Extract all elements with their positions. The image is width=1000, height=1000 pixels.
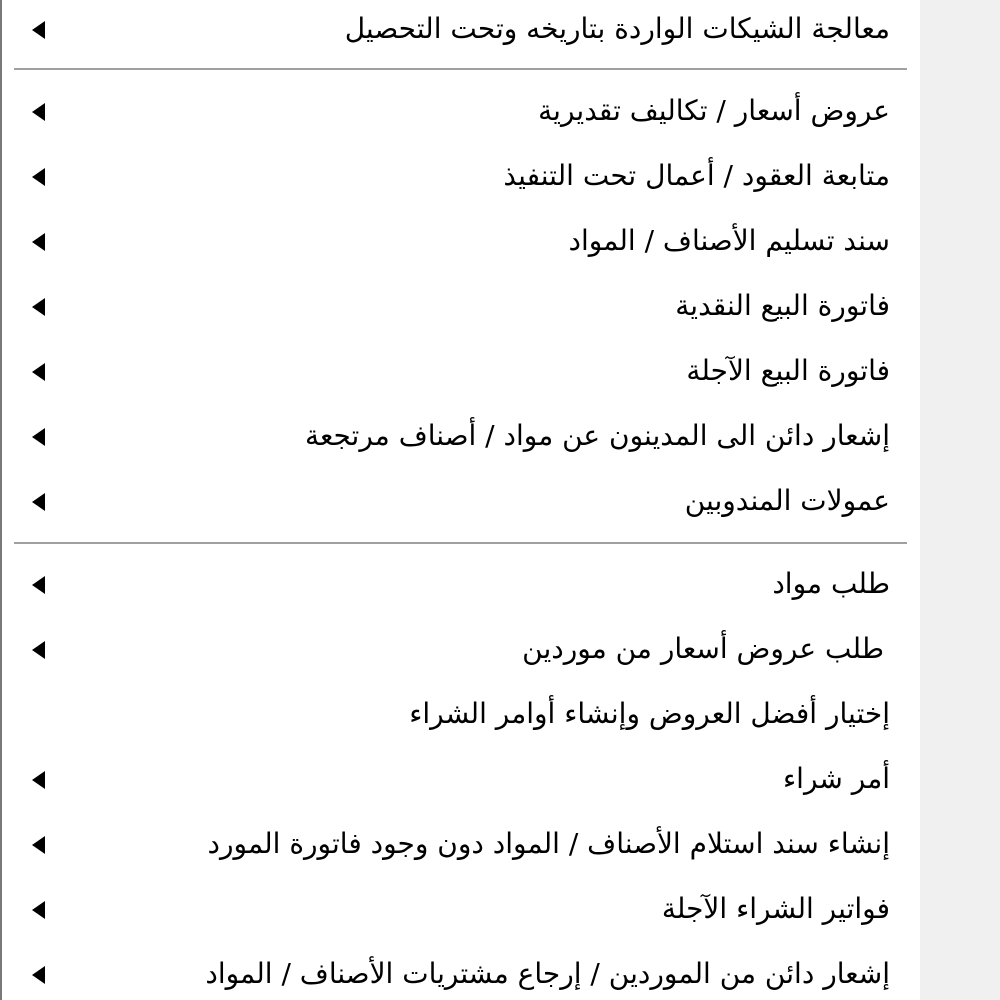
menu-separator bbox=[14, 68, 907, 70]
menu-item-credit-note-debtors[interactable] bbox=[2, 407, 920, 467]
menu-item-material-request[interactable] bbox=[2, 555, 920, 615]
menu-item-purchase-returns[interactable] bbox=[2, 945, 920, 1000]
menu-item-label: إشعار دائن من الموردين / إرجاع مشتريات الأصناف / المواد bbox=[205, 957, 890, 990]
chevron-left-icon bbox=[32, 428, 45, 446]
chevron-left-icon bbox=[32, 363, 45, 381]
menu-item-price-quotations[interactable] bbox=[2, 82, 920, 142]
menu-item-label: طلب مواد bbox=[772, 567, 890, 600]
menu-item-label: عمولات المندوبين bbox=[684, 484, 890, 517]
menu-item-credit-purchase-invoices[interactable] bbox=[2, 880, 920, 940]
menu-item-sales-rep-commissions[interactable] bbox=[2, 472, 920, 532]
chevron-left-icon bbox=[32, 771, 45, 789]
chevron-left-icon bbox=[32, 103, 45, 121]
menu-item-label: أمر شراء bbox=[783, 762, 890, 795]
menu-item-label: معالجة الشيكات الواردة بتاريخه وتحت التحصيل bbox=[344, 12, 890, 45]
chevron-left-icon bbox=[32, 21, 45, 39]
menu-item-label: فاتورة البيع النقدية bbox=[675, 289, 890, 322]
menu-item-contracts-followup[interactable] bbox=[2, 147, 920, 207]
menu-item-label: فواتير الشراء الآجلة bbox=[661, 892, 890, 925]
chevron-left-icon bbox=[32, 168, 45, 186]
menu-item-label: طلب عروض أسعار من موردين bbox=[522, 632, 884, 665]
menu-item-label: إنشاء سند استلام الأصناف / المواد دون وجود فاتورة المورد bbox=[207, 827, 890, 860]
menu-separator bbox=[14, 542, 907, 544]
menu-item-cash-sales-invoice[interactable] bbox=[2, 277, 920, 337]
menu-item-goods-receipt-note[interactable] bbox=[2, 815, 920, 875]
menu-item-purchase-order[interactable] bbox=[2, 750, 920, 810]
menu-item-label: إختيار أفضل العروض وإنشاء أوامر الشراء bbox=[409, 697, 890, 730]
chevron-left-icon bbox=[32, 901, 45, 919]
background-area bbox=[920, 0, 1000, 1000]
menu-item-label: إشعار دائن الى المدينون عن مواد / أصناف مرتجعة bbox=[304, 419, 890, 452]
menu-item-label: متابعة العقود / أعمال تحت التنفيذ bbox=[503, 159, 890, 192]
chevron-left-icon bbox=[32, 298, 45, 316]
menu-item-select-best-offers[interactable] bbox=[2, 685, 920, 745]
menu-item-label: سند تسليم الأصناف / المواد bbox=[568, 224, 890, 257]
menu-item-label: عروض أسعار / تكاليف تقديرية bbox=[538, 94, 890, 127]
chevron-left-icon bbox=[32, 493, 45, 511]
chevron-left-icon bbox=[32, 233, 45, 251]
chevron-left-icon bbox=[32, 836, 45, 854]
menu-item-delivery-note[interactable] bbox=[2, 212, 920, 272]
menu-item-credit-sales-invoice[interactable] bbox=[2, 342, 920, 402]
menu-item-incoming-cheques[interactable] bbox=[2, 0, 920, 60]
chevron-left-icon bbox=[32, 641, 45, 659]
menu-item-label: فاتورة البيع الآجلة bbox=[686, 354, 890, 387]
chevron-left-icon bbox=[32, 576, 45, 594]
menu-item-rfq-suppliers[interactable] bbox=[2, 620, 920, 680]
chevron-left-icon bbox=[32, 966, 45, 984]
